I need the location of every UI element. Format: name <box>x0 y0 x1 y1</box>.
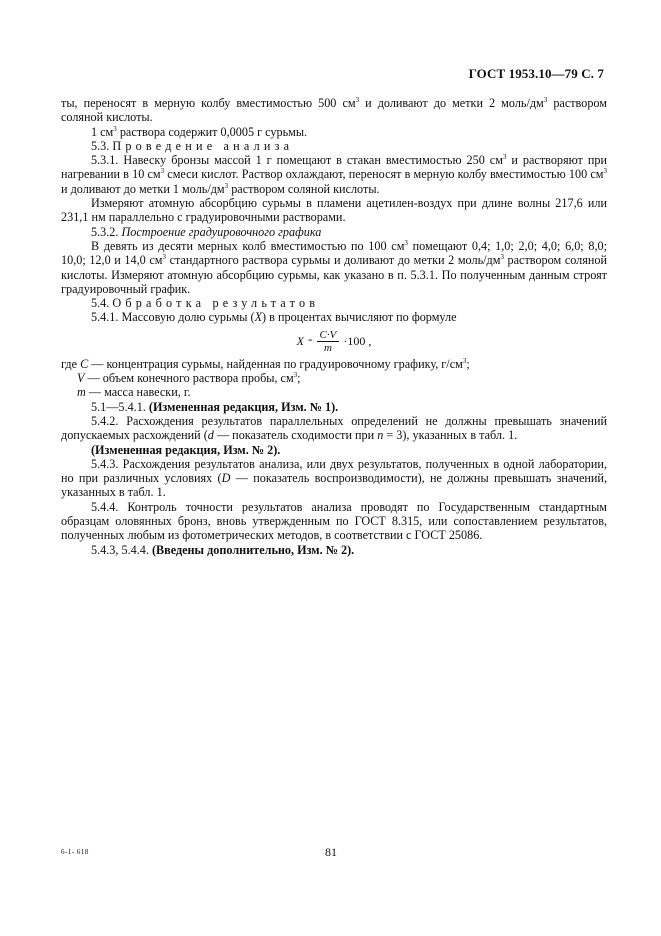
superscript-3: 3 <box>502 153 507 162</box>
text-run <box>297 329 372 354</box>
superscript-3: 3 <box>293 371 298 380</box>
superscript-3: 3 <box>543 96 548 104</box>
text-run: раствором соляной кислоты. Измеряют атомную абсорбцию сурьмы, как указано в п. 5.3.1. По полученным данным строят градуировочный график. <box>61 253 608 296</box>
paragraph-measure: Измеряют атомную абсорбцию сурьмы в пламени ацетилен-воздух при длине волны 217,6 или 231,1 нм параллельно с градуировочными растворами. <box>61 196 607 225</box>
superscript-3: 3 <box>113 124 117 133</box>
superscript-3: 3 <box>355 96 360 104</box>
text-run: и доливают до метки 1 моль/дм <box>61 181 225 196</box>
text-run: 5.4. <box>91 296 113 311</box>
text-run: раствором соляной кислоты. <box>61 96 607 125</box>
variable-c-definition <box>61 357 607 371</box>
paragraph-5-4-1 <box>61 310 607 324</box>
page-number: 81 <box>325 845 337 859</box>
paragraph-concentration <box>61 125 607 139</box>
text-run: помещают 0,4; 1,0; 2,0; 4,0; 6,0; 8,0; 10,0; 12,0 и 14,0 см <box>61 238 607 268</box>
section-heading-5-3-2 <box>61 225 607 239</box>
text-run: 5.3.2. <box>91 224 122 239</box>
text-run: (Введены дополнительно, Изм. № 2). <box>151 542 355 557</box>
text-run: — концентрация сурьмы, найденная по градуировочному графику, г/см <box>88 356 463 371</box>
document-body <box>61 96 607 557</box>
text-run: 5.4.1. Массовую долю сурьмы ( <box>91 310 255 325</box>
variable-m-definition <box>61 385 607 399</box>
paragraph-5-4-4: 5.4.4. Контроль точности результатов анализа проводят по Государственным стандартным образцам оловянных бронз, вновь утвержденным по ГОСТ 8.315, или сопоставлением результатов, полученных любым из фотометрических методов, в соответствии с ГОСТ 25086. <box>61 499 607 543</box>
text-run: 5.4.3, 5.4.4. <box>91 542 152 557</box>
text-run: — объем конечного раствора пробы, см <box>84 371 294 386</box>
text-run: 1 см <box>91 124 114 139</box>
text-run: d <box>207 428 214 443</box>
text-run: раствором соляной кислоты. <box>228 181 380 196</box>
section-heading-5-3 <box>61 139 607 153</box>
formula <box>61 327 607 357</box>
document-header: ГОСТ 1953.10—79 С. 7 <box>468 66 604 81</box>
variable-v-definition <box>61 371 607 385</box>
section-heading-5-4 <box>61 296 607 310</box>
text-run: ; <box>466 356 470 371</box>
text-run: = 3), указанных в табл. 1. <box>383 428 518 443</box>
text-run: ) в процентах вычисляют по формуле <box>262 310 457 325</box>
text-run: 5.3.1. Навеску бронзы массой 1 г помещают в стакан вместимостью 250 см <box>91 153 503 168</box>
formula-numerator: C·V <box>317 329 340 342</box>
text-run: D <box>221 471 231 486</box>
print-code: 6-1- 618 <box>61 848 89 856</box>
text-run: (Измененная редакция, Изм. № 1). <box>148 399 339 414</box>
text-run: смеси кислот. Раствор охлаждают, переносят в мерную колбу вместимостью 100 см <box>164 167 604 182</box>
text-run: Проведение анализа <box>112 138 294 153</box>
text-run: — показатель воспроизводимости), не должны превышать значений, указанных в табл. 1. <box>61 471 607 500</box>
text-run: C <box>80 356 89 371</box>
paragraph-5-4-2 <box>61 414 607 443</box>
formula-lhs: X <box>296 334 304 349</box>
text-run: Обработка результатов <box>112 296 320 311</box>
superscript-3: 3 <box>162 253 166 262</box>
text-run: — масса навески, г. <box>85 385 191 400</box>
text-run: Построение градуировочного графика <box>121 224 322 239</box>
amendment-note-1 <box>61 400 607 414</box>
text-run: V <box>77 371 85 386</box>
text-run: ; <box>297 371 301 386</box>
formula-equals: = <box>308 336 313 346</box>
text-run: где <box>61 356 81 371</box>
text-run: стандартного раствора сурьмы и доливают до метки 2 моль/дм <box>165 253 501 268</box>
superscript-3: 3 <box>160 167 165 176</box>
paragraph-5-3-2 <box>61 239 607 296</box>
formula-fraction <box>317 329 340 354</box>
text-run: 5.1—5.4.1. <box>91 399 149 414</box>
text-run: X <box>254 310 263 325</box>
formula-tail: ·100 , <box>343 334 372 349</box>
text-run: ты, переносят в мерную колбу вместимостью 500 см <box>61 96 356 110</box>
text-run: 5.3. <box>91 138 113 153</box>
text-run: — показатель сходимости при <box>213 428 378 443</box>
amendment-note-2: (Измененная редакция, Изм. № 2). <box>91 442 281 457</box>
text-run: 5.4.2. Расхождения результатов параллельных определений не должны превышать значений допускаемых расхождений ( <box>61 413 607 443</box>
text-run: и растворяют при нагревании в 10 см <box>61 153 608 182</box>
text-run: 5.4.3. Расхождения результатов анализа, или двух результатов, полученных в одной лаборатории, но при различных условиях ( <box>61 456 607 486</box>
paragraph-5-3-1 <box>61 153 607 196</box>
superscript-3: 3 <box>462 356 467 365</box>
text-run: раствора содержит 0,0005 г сурьмы. <box>116 124 308 139</box>
text-run: и доливают до метки 2 моль/дм <box>359 96 544 110</box>
paragraph-continuation <box>61 96 607 125</box>
amendment-note-3 <box>61 543 607 557</box>
superscript-3: 3 <box>404 238 408 247</box>
superscript-3: 3 <box>603 167 607 176</box>
formula-denominator: m <box>323 341 332 354</box>
paragraph-5-4-3 <box>61 457 607 500</box>
superscript-3: 3 <box>224 181 229 190</box>
superscript-3: 3 <box>500 253 504 262</box>
text-run: m <box>77 385 86 400</box>
text-run: В девять из десяти мерных колб вместимостью по 100 см <box>91 238 405 253</box>
text-run: n <box>377 428 384 443</box>
